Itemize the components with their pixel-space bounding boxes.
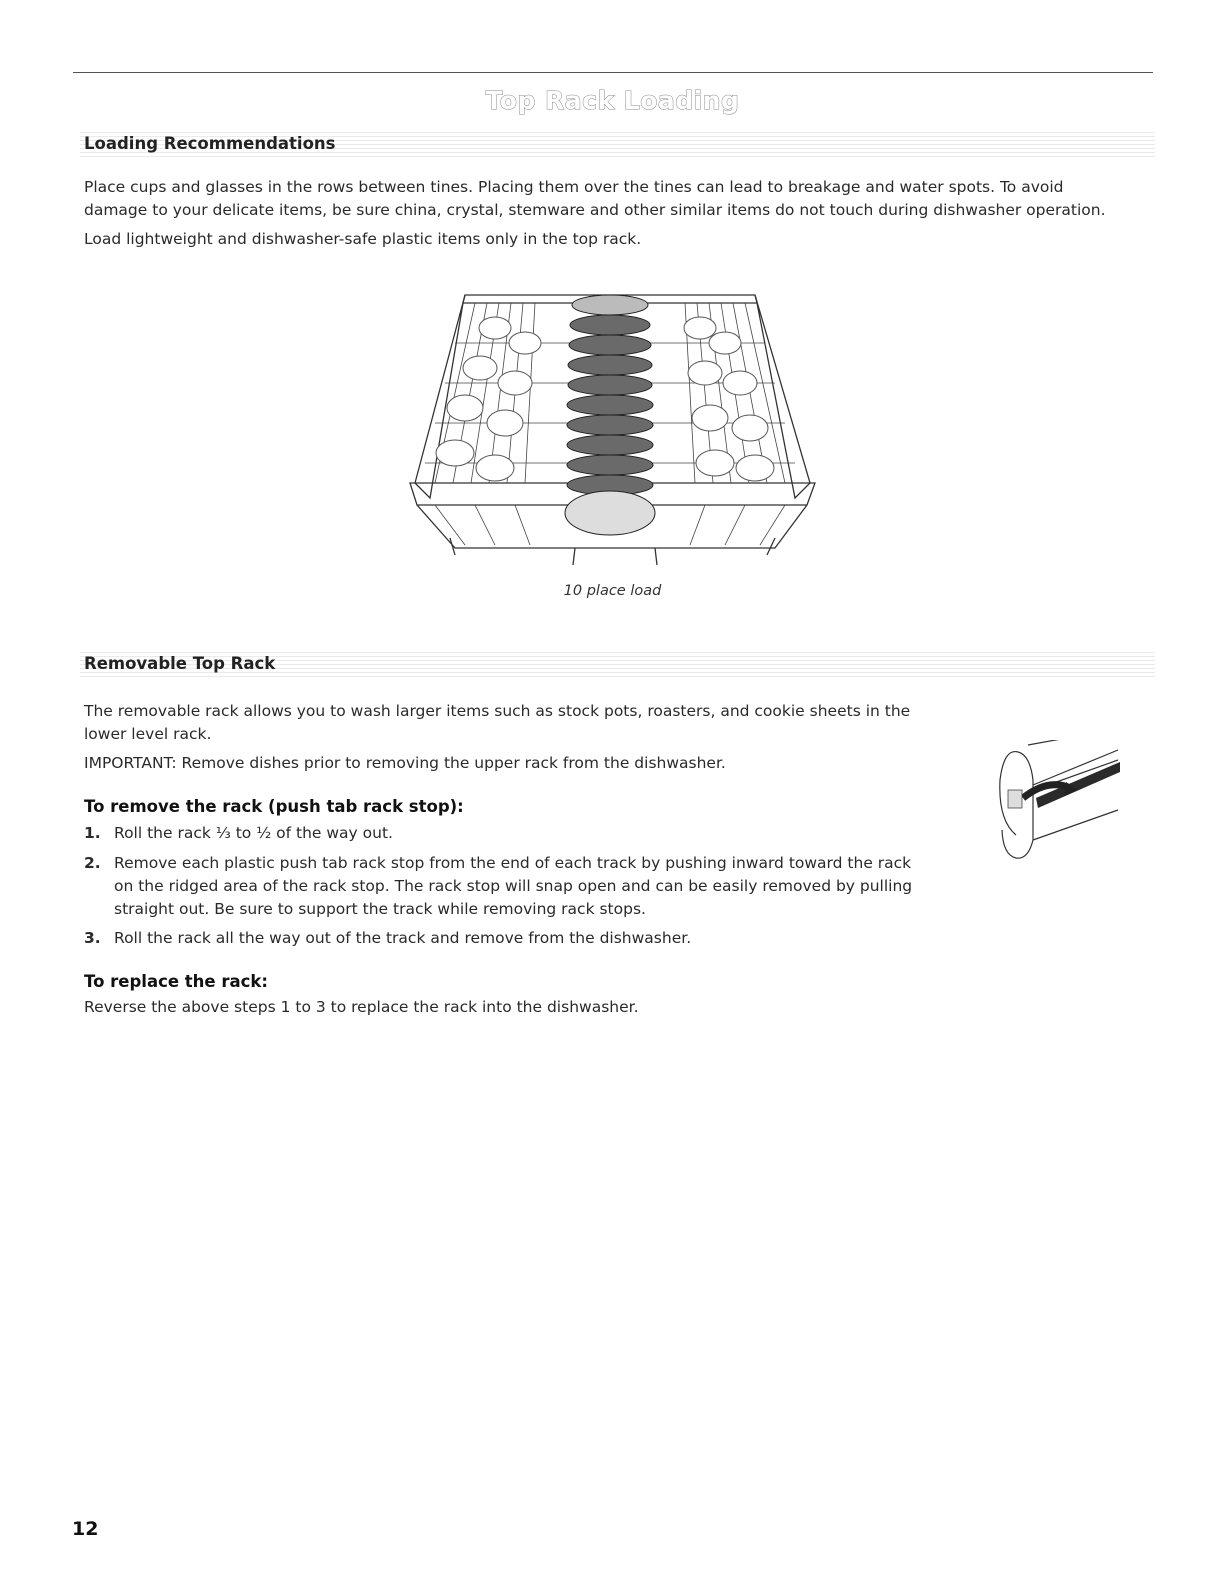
figure-caption: 10 place load	[563, 583, 662, 599]
removable-heading: Removable Top Rack	[84, 654, 276, 673]
loading-para2: Load lightweight and dishwasher-safe plastic items only in the top rack.	[84, 230, 642, 248]
section-bar-loading	[80, 130, 1155, 160]
top-rule	[73, 72, 1153, 73]
removable-intro-line1: The removable rack allows you to wash larger items such as stock pots, roasters, and cookie sheets in the	[84, 702, 911, 720]
top-rack-illustration	[395, 283, 825, 573]
replace-heading: To replace the rack:	[84, 972, 268, 991]
page-number: 12	[72, 1518, 99, 1540]
replace-text: Reverse the above steps 1 to 3 to replace the rack into the dishwasher.	[84, 998, 639, 1016]
step-text: on the ridged area of the rack stop. The rack stop will snap open and can be easily removed by pulling	[114, 877, 913, 895]
remove-heading: To remove the rack (push tab rack stop):	[84, 797, 464, 816]
section-bar-removable	[80, 650, 1155, 680]
important-label: IMPORTANT:	[84, 754, 177, 772]
loading-para1-line1: Place cups and glasses in the rows between tines. Placing them over the tines can lead to breakage and water spots. To avoid	[84, 178, 1064, 196]
rack-stop-illustration	[988, 740, 1128, 870]
step-text: Roll the rack ⅓ to ½ of the way out.	[114, 824, 393, 842]
page-title: Top Rack Loading	[485, 86, 740, 115]
step-text: Roll the rack all the way out of the track and remove from the dishwasher.	[114, 929, 692, 947]
important-text: Remove dishes prior to removing the upper rack from the dishwasher.	[176, 754, 726, 772]
important-note	[84, 752, 726, 774]
loading-para1-line2: damage to your delicate items, be sure china, crystal, stemware and other similar items do not touch during dishwasher operation.	[84, 201, 1106, 219]
step-number: 3.	[84, 929, 101, 947]
step-text: Remove each plastic push tab rack stop from the end of each track by pushing inward toward the rack	[114, 854, 912, 872]
step-number: 2.	[84, 854, 101, 872]
removable-intro-line2: lower level rack.	[84, 725, 212, 743]
step-number: 1.	[84, 824, 101, 842]
step-text: straight out. Be sure to support the track while removing rack stops.	[114, 900, 646, 918]
loading-heading: Loading Recommendations	[84, 134, 336, 153]
